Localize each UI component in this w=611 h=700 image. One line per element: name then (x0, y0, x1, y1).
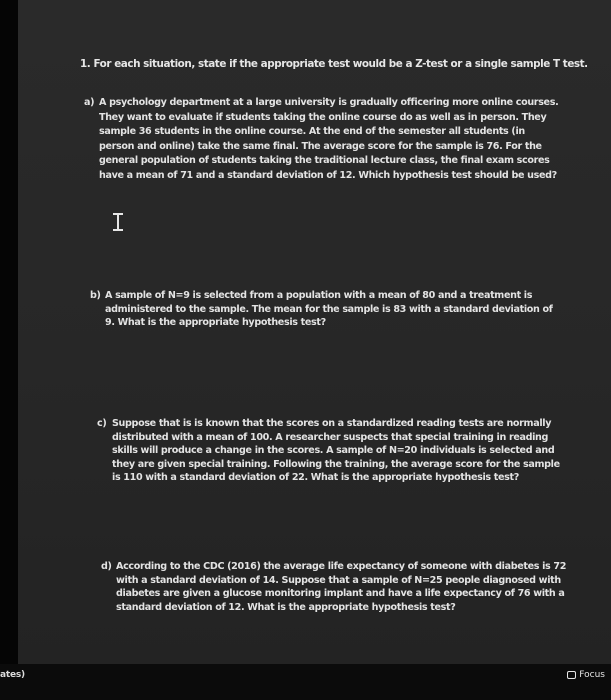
part-b-line: administered to the sample. The mean for the sample is 83 with a standard deviation of (105, 303, 553, 315)
part-c-line: Suppose that is is known that the scores on a standardized reading tests are normally (112, 418, 552, 429)
part-a-line: person and online) take the same final. The average score for the sample is 76. For the (99, 140, 542, 152)
part-c-line: is 110 with a standard deviation of 22. What is the appropriate hypothesis test? (112, 472, 519, 484)
part-a-line: They want to evaluate if students taking the online course do as well as in person. They (99, 111, 547, 123)
part-a-label: a) (84, 97, 95, 108)
part-c-line: they are given special training. Following the training, the average score for the sample (112, 458, 560, 470)
taskbar (0, 664, 611, 700)
focus-label: Focus (579, 670, 605, 680)
part-c (97, 417, 582, 485)
part-b-label: b) (90, 290, 101, 301)
part-d-line: According to the CDC (2016) the average life expectancy of someone with diabetes is 72 (116, 561, 567, 572)
part-b-line: 9. What is the appropriate hypothesis test? (105, 317, 326, 329)
part-a-line: sample 36 students in the online course. At the end of the semester all students (in (99, 126, 525, 137)
focus-button[interactable] (567, 668, 605, 682)
part-c-line: distributed with a mean of 100. A researcher suspects that special training in reading (112, 431, 549, 443)
part-a-line: general population of students taking the traditional lecture class, the final exam scores (99, 155, 550, 166)
text-cursor-icon (110, 212, 126, 232)
part-d (101, 560, 576, 614)
focus-icon (567, 671, 576, 679)
question-title: 1. For each situation, state if the appropriate test would be a Z-test or a single sample T test. (80, 58, 588, 70)
part-a (84, 96, 594, 183)
part-d-label: d) (101, 561, 112, 572)
part-b-line: A sample of N=9 is selected from a population with a mean of 80 and a treatment is (105, 290, 533, 301)
part-d-line: diabetes are given a glucose monitoring implant and have a life expectancy of 76 with a (116, 588, 565, 600)
part-d-line: standard deviation of 12. What is the appropriate hypothesis test? (116, 601, 456, 613)
part-c-line: skills will produce a change in the scores. A sample of N=20 individuals is selected and (112, 445, 555, 457)
part-b (90, 289, 585, 330)
part-d-line: with a standard deviation of 14. Suppose that a sample of N=25 people diagnosed with (116, 574, 561, 586)
part-a-line: A psychology department at a large university is gradually officering more online courses. (99, 97, 559, 108)
part-a-line: have a mean of 71 and a standard deviation of 12. Which hypothesis test should be used? (99, 169, 557, 181)
part-c-label: c) (97, 418, 107, 429)
taskbar-left-text: ates) (0, 670, 25, 680)
